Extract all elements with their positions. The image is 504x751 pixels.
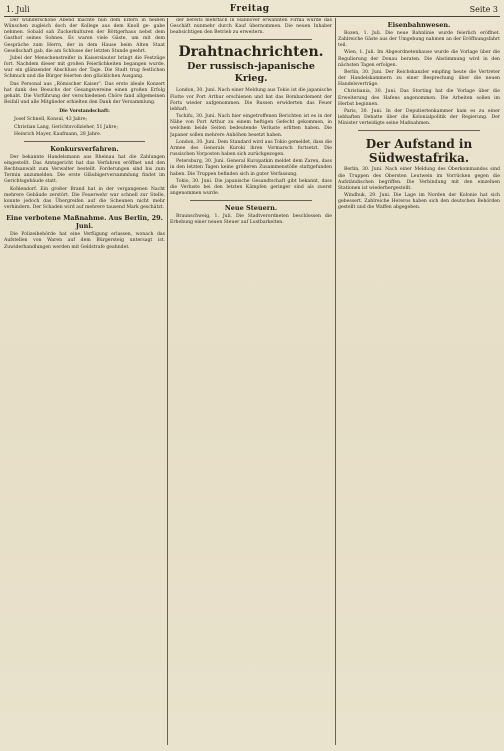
article-paragraph: Der wunderschöne Abend machte nun dem Eltern in heißen Wünschen zugleich doch der Kollege aus dem Knoll ge- gabe nehmen. Sobald sah Zuckerkulturen der Böttgerhaus nebst dem Gasthof seines Sohnes. Es waren viele Gäste, um mit dem Gespräche zum Herrn, der in dem Hause beim Alten Staat Gesellschaft gab, die am Schlusse der letzten Stunde geehrt. <box>4 18 165 54</box>
column-right <box>338 18 500 747</box>
article-paragraph: Petersburg, 30. Juni. General Kuropatkin meldet dem Zaren, dass in den letzten Tagen keine größeren Zusammenstöße stattgefunden haben. Die Truppen befinden sich in guter Verfassung. <box>170 159 332 177</box>
article-paragraph: Jubel der Menschenstreifer in Kaiserslauter bringt die Festzüge fort. Nachdem dieser mit großen Feierlichkeiten begangen wurde, war ein glänzender Abschluss der Tage. Die Stadt trug festlichen Schmuck und die Bürger feierten den glücklichen Ausgang. <box>4 55 165 80</box>
section-separator <box>24 141 145 142</box>
article-paragraph: Der bekannte Handelsmann aus Rheinau hat die Zahlungen eingestellt. Das Amtsgericht hat das Verfahren eröffnet und den Rechtsanwalt zum Verwalter bestellt. Forderungen sind bis zum Termin anzumelden. Die erste Gläubigerversammlung findet im Gerichtsgebäude statt. <box>4 154 165 185</box>
article-paragraph: London, 30. Juni. Nach einer Meldung aus Tokio ist die japanische Flotte vor Port Arthur erschienen und hat das Bombardement der Forts wieder aufgenommen. Die Russen erwiderten das Feuer lebhaft. <box>170 88 332 112</box>
article-paragraph: Braunschweig, 1. Juli. Die Stadtverordneten beschlossen die Erhebung einer neuen Steuer auf Lustbarkeiten. <box>170 214 332 226</box>
article-paragraph: der bereits mehrfach in Hannover erwähnten Firma wurde das Geschäft nunmehr durch Kauf übernommen. Die neuen Inhaber beabsichtigen den Betrieb zu erweitern. <box>170 18 332 36</box>
section-subtitle: Der russisch-japanische Krieg. <box>187 61 315 85</box>
section-heading: Konkursverfahren. <box>50 144 119 153</box>
section-separator <box>190 39 312 40</box>
article-paragraph: Bozen, 1. Juli. Die neue Bahnlinie wurde feierlich eröffnet. Zahlreiche Gäste aus der Umgebung nahmen an der Eröffnungsfahrt teil. <box>338 31 500 49</box>
section-heading: Eine verbotene Maßnahme. Aus Berlin, 29. Juni. <box>6 214 163 231</box>
article-paragraph: Tschifu, 30. Juni. Nach hier eingetroffenen Berichten ist es in der Nähe von Port Arthur zu einem heftigen Gefecht gekommen, in welchem beide Seiten bedeutende Verluste erlitten haben. Die Japaner sollen mehrere Anhöhen besetzt haben. <box>170 114 332 138</box>
header-date: 1. Juli <box>6 4 30 14</box>
article-paragraph: Das Personal aus „Römischer Kaiser“. Das erste ideale Konzert hat dank des Besuchs der Gesangsvereine einen großen Erfolg gehabt. Die Vorführung der verschiedenen Chöre fand allgemeinen Beifall und alle Mitglieder erhielten den Dank der Versammlung. <box>4 81 165 106</box>
header-page-number: Seite 3 <box>469 4 498 14</box>
article-paragraph: Christiania, 30. Juni. Das Storting hat die Vorlage über die Erweiterung des Hafens angenommen. Die Arbeiten sollen im Herbst beginnen. <box>338 89 500 107</box>
article-paragraph: Paris, 30. Juni. In der Deputiertenkammer kam es zu einer lebhaften Debatte über die Kolonialpolitik der Regierung. Der Minister verteidigte seine Maßnahmen. <box>338 108 500 127</box>
page-header <box>6 2 498 16</box>
section-heading: Eisenbahnwesen. <box>387 21 451 29</box>
section-heading: Neue Steuern. <box>224 204 278 213</box>
column-middle <box>170 18 332 747</box>
section-title: Der Aufstand in Südwestafrika. <box>365 137 473 166</box>
header-weekday: Freitag <box>229 4 270 14</box>
section-separator <box>190 200 312 201</box>
column-left <box>4 18 165 747</box>
article-paragraph: Berlin, 30. Juni. Der Reichskanzler empfing heute die Vertreter der Handelskammern zu einer Besprechung über die neuen Handelsverträge. <box>338 69 500 88</box>
list-heading: Die Vorstandschaft: <box>59 109 110 115</box>
article-paragraph: Windhuk, 29. Juni. Die Lage im Norden der Kolonie hat sich gebessert. Zahlreiche Hereros haben sich den deutschen Behörden gestellt und die Waffen abgegeben. <box>338 192 500 211</box>
section-title: Drahtnachrichten. <box>178 44 324 61</box>
column-divider <box>335 18 336 745</box>
article-paragraph: Kohlendorf. Ein großer Brand hat in der vergangenen Nacht mehrere Gebäude zerstört. Die Feuerwehr war schnell zur Stelle, konnte jedoch das Übergreifen auf die Scheunen nicht mehr verhindern. Der Schaden wird auf mehrere tausend Mark geschätzt. <box>4 186 165 211</box>
header-rule <box>4 16 500 17</box>
column-divider <box>167 18 168 745</box>
list-item: Christian Lang, Gerichtsvollzieher, 51 Jahre; <box>14 124 118 130</box>
article-paragraph: Die Polizeibehörde hat eine Verfügung erlassen, wonach das Aufstellen von Waren auf dem Bürgersteig untersagt ist. Zuwiderhandlungen werden mit Geldstrafe geahndet. <box>4 232 165 250</box>
list-item: Josef Schnell, Konsul, 43 Jahre; <box>14 117 88 123</box>
article-paragraph: Wien, 1. Juli. Im Abgeordnetenhause wurde die Vorlage über die Regulierung der Donau beraten. Die Abstimmung wird in den nächsten Tagen erfolgen. <box>338 50 500 68</box>
article-paragraph: Tokio, 30. Juni. Die japanische Gesandtschaft gibt bekannt, dass die Verluste bei den letzten Kämpfen geringer sind als zuerst angenommen wurde. <box>170 178 332 196</box>
article-paragraph: Berlin, 30. Juni. Nach einer Meldung des Oberkommandos sind die Truppen des Obersten Leutwein im Vorrücken gegen die Aufständischen begriffen. Die Verbindung mit den einzelnen Stationen ist wiederhergestellt. <box>338 167 500 191</box>
list-item: Heinrich Mayer, Kaufmann, 28 Jahre. <box>14 131 102 137</box>
section-separator <box>358 130 480 131</box>
article-paragraph: London, 30. Juni. Dem Standard wird aus Tokio gemeldet, dass die Armee des Generals Kuroki ihren Vormarsch fortsetzt. Die russischen Vorposten haben sich zurückgezogen. <box>170 139 332 158</box>
